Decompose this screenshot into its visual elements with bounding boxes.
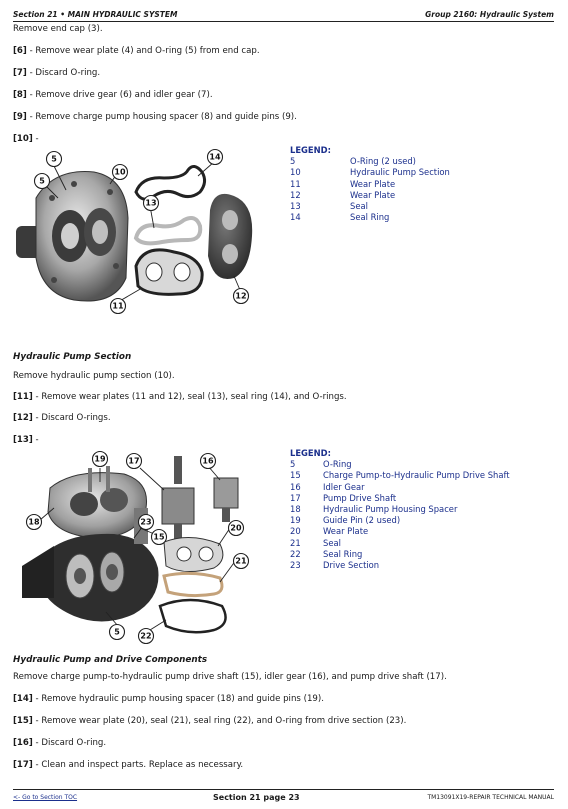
page-header [13,8,554,22]
step-line: [11] - Remove wear plates (11 and 12), seal (13), seal ring (14), and O-rings. [13,392,347,402]
svg-text:19: 19 [94,454,106,464]
page-footer [13,789,554,806]
legend-row: 22 Seal Ring [290,548,363,559]
step-line: [9] - Remove charge pump housing spacer (8) and guide pins (9). [13,112,297,122]
section-heading: Hydraulic Pump Section [13,352,132,362]
svg-text:23: 23 [140,517,152,527]
pump-drive-components-figure [14,448,268,646]
legend-row: 15 Charge Pump-to-Hydraulic Pump Drive Shaft [290,470,510,481]
svg-text:16: 16 [202,456,214,466]
svg-text:21: 21 [235,556,247,566]
step-line: [6] - Remove wear plate (4) and O-ring (5) from end cap. [13,46,260,56]
step-line: [15] - Remove wear plate (20), seal (21), seal ring (22), and O-ring from drive section (23). [13,716,407,726]
callout-5 [110,625,125,640]
legend-title: LEGEND: [290,448,331,458]
callout-19 [93,452,108,467]
callout-11 [111,299,126,314]
callout-10 [113,165,128,180]
step-line: [8] - Remove drive gear (6) and idler gear (7). [13,90,213,100]
section-toc-link[interactable]: <- Go to Section TOC [13,794,78,801]
svg-text:10: 10 [114,167,126,177]
section-heading: Hydraulic Pump and Drive Components [13,655,208,665]
callout-5 [47,152,62,167]
legend-row: 10 Hydraulic Pump Section [290,167,450,178]
legend-row: 19 Guide Pin (2 used) [290,515,401,526]
svg-text:17: 17 [128,456,140,466]
callout-14 [208,150,223,165]
legend-row: 13 Seal [290,201,368,212]
svg-text:18: 18 [28,517,40,527]
legend-row: 5 O-Ring [290,459,352,470]
svg-text:22: 22 [140,631,152,641]
svg-text:5: 5 [51,154,57,164]
svg-text:20: 20 [230,523,242,533]
legend-row: 23 Drive Section [290,560,380,571]
svg-text:13: 13 [145,198,157,208]
callout-23 [139,515,154,530]
callout-13 [144,196,159,211]
svg-text:11: 11 [112,301,124,311]
section-title: Section 21 • MAIN HYDRAULIC SYSTEM [13,10,178,19]
svg-text:5: 5 [114,627,120,637]
legend-row: 18 Hydraulic Pump Housing Spacer [290,504,458,515]
svg-text:15: 15 [153,532,165,542]
legend-1 [290,145,450,223]
step-line: Remove end cap (3). [13,24,103,34]
step-line: [7] - Discard O-ring. [13,68,101,78]
group-title: Group 2160: Hydraulic System [425,10,554,19]
callout-20 [229,521,244,536]
legend-row: 14 Seal Ring [290,212,390,223]
legend-row: 11 Wear Plate [290,178,396,189]
callout-22 [139,629,154,644]
step-line: [13] - [13,435,39,445]
step-line: [16] - Discard O-ring. [13,738,107,748]
callout-17 [127,454,142,469]
page-number: Section 21 page 23 [213,793,300,802]
legend-row: 21 Seal [290,537,341,548]
legend-row: 12 Wear Plate [290,189,396,200]
step-line: Remove charge pump-to-hydraulic pump drive shaft (15), idler gear (16), and pump drive shaft (17). [13,672,447,682]
svg-text:14: 14 [209,152,221,162]
legend-row: 17 Pump Drive Shaft [290,492,397,503]
callout-12 [234,289,249,304]
step-line: Remove hydraulic pump section (10). [13,371,175,381]
step-line: [12] - Discard O-rings. [13,413,111,423]
legend-2 [290,448,510,571]
legend-row: 5 O-Ring (2 used) [290,156,416,167]
step-line: [10] - [13,134,39,144]
callout-5 [35,174,50,189]
legend-row: 20 Wear Plate [290,526,369,537]
callout-15 [152,530,167,545]
callout-18 [27,515,42,530]
step-line: [14] - Remove hydraulic pump housing spacer (18) and guide pins (19). [13,694,324,704]
svg-text:12: 12 [235,291,247,301]
pump-section-figure [14,148,264,320]
callout-21 [234,554,249,569]
legend-row: 16 Idler Gear [290,481,365,492]
step-line: [17] - Clean and inspect parts. Replace as necessary. [13,760,244,770]
callout-16 [201,454,216,469]
legend-title: LEGEND: [290,145,331,155]
manual-id: TM13091X19-REPAIR TECHNICAL MANUAL [427,794,554,801]
svg-text:5: 5 [39,176,45,186]
